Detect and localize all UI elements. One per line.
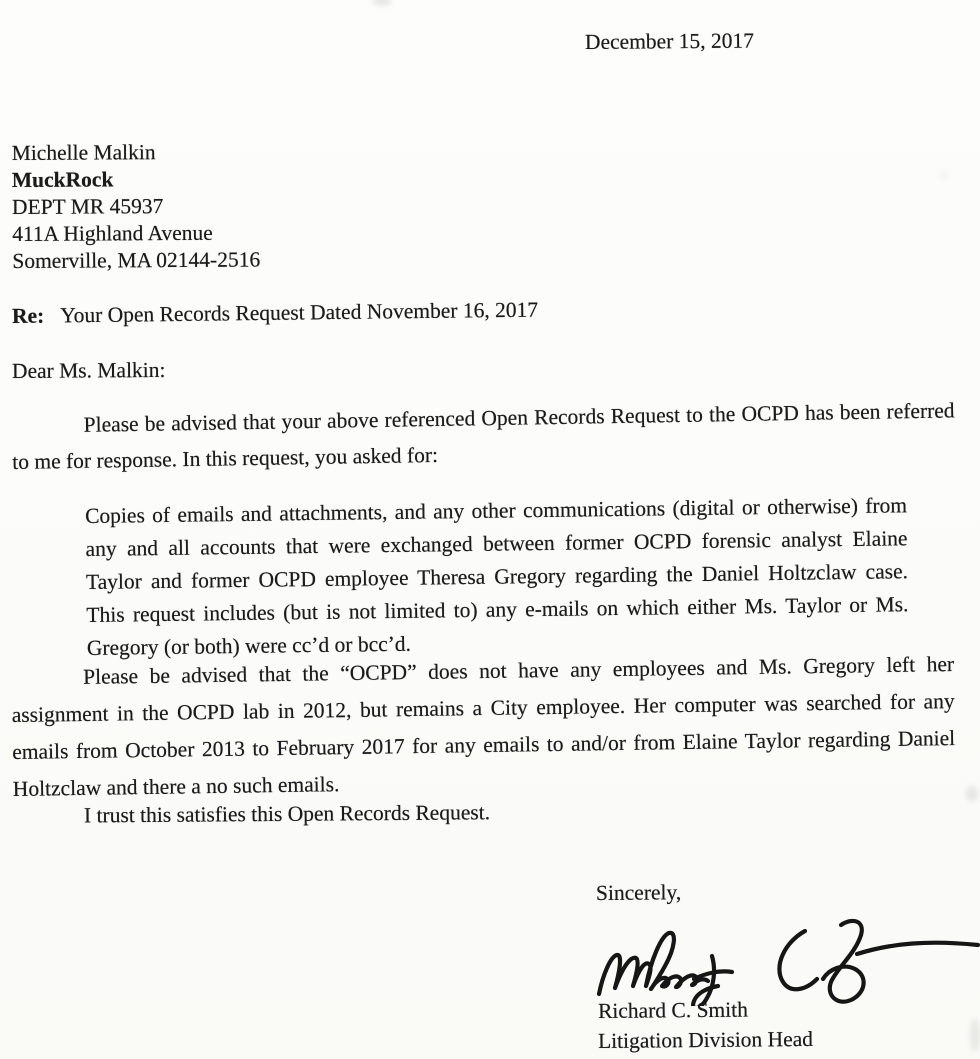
scan-artifact xyxy=(970,1018,980,1052)
recipient-block xyxy=(12,138,261,275)
signatory-name: Richard C. Smith xyxy=(597,997,749,1023)
recipient-street: 411A Highland Avenue xyxy=(12,220,213,246)
paragraph-intro: Please be advised that your above referenced Open Records Request to the OCPD has been referred to me for response. In this request, you asked for: xyxy=(12,398,955,474)
signature-icon xyxy=(592,916,980,1006)
re-line xyxy=(12,297,538,329)
scan-artifact xyxy=(966,786,978,802)
request-quote: Copies of emails and attachments, and any other communications (digital or otherwise) from any and all accounts that were exchanged between former OCPD forensic analyst Elaine Taylor and former OCPD employee Theresa Gregory regarding the Daniel Holtzclaw case. This request includes (but is not limited to) any e-mails on which either Ms. Taylor or Ms. Gregory (or both) were cc’d or bcc’d. xyxy=(84,493,909,660)
letter-date: December 15, 2017 xyxy=(584,28,755,54)
signatory-title: Litigation Division Head xyxy=(597,1026,814,1053)
paragraph-response: Please be advised that the “OCPD” does not have any employees and Ms. Gregory left her assignment in the OCPD lab in 2012, but remains a City employee. Her computer was searched for any emails from October 2013 to February 2017 for any emails to and/or from Elaine Taylor regarding Daniel Holtzclaw and there a no such emails. xyxy=(11,652,956,801)
valediction: Sincerely, xyxy=(595,880,682,905)
scan-artifact xyxy=(372,0,392,5)
paragraph-closing-line: I trust this satisfies this Open Records Request. xyxy=(83,800,491,828)
recipient-name: Michelle Malkin xyxy=(11,140,156,166)
scan-artifact xyxy=(940,170,948,180)
salutation: Dear Ms. Malkin: xyxy=(11,357,166,383)
signature-scribble xyxy=(592,916,980,1006)
recipient-city: Somerville, MA 02144-2516 xyxy=(12,247,261,273)
re-label: Re: xyxy=(11,303,45,328)
recipient-dept: DEPT MR 45937 xyxy=(11,194,164,219)
recipient-organization: MuckRock xyxy=(11,167,114,193)
re-text: Your Open Records Request Dated November 16, 2017 xyxy=(60,297,539,328)
